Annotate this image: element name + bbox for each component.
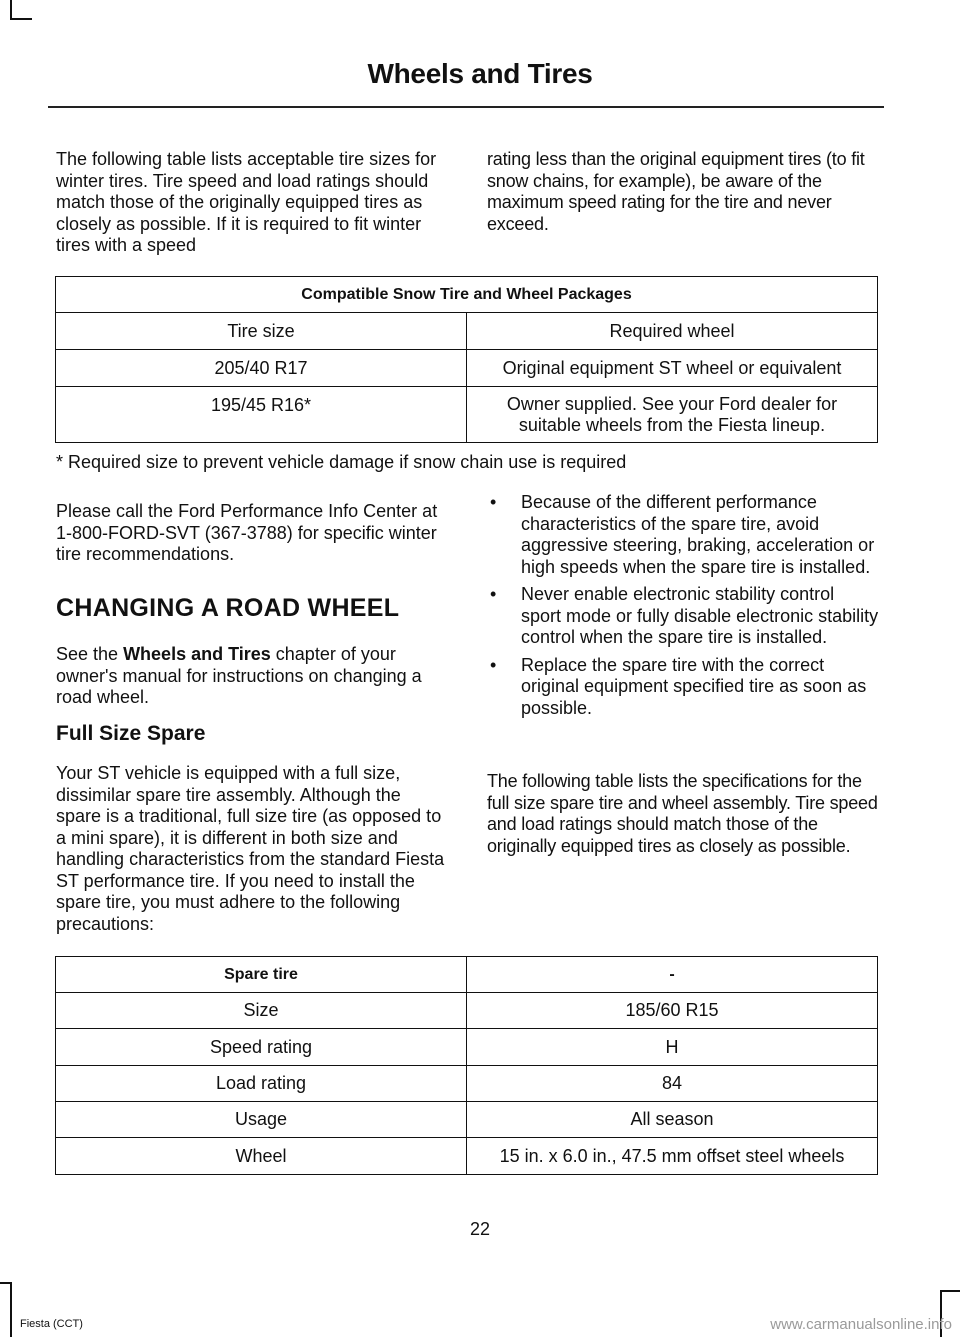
table-header-cell: Tire size xyxy=(56,313,467,350)
table-cell: H xyxy=(467,1029,878,1066)
spec-text: The following table lists the specifications for the full size spare tire and wheel assembly. Tire speed and load ratings should match those of the originally equipped tires as closely as possible. xyxy=(487,771,878,856)
table-header-cell: Spare tire xyxy=(56,957,467,993)
table-row xyxy=(56,1029,878,1066)
spare-paragraph xyxy=(56,763,448,935)
table-row xyxy=(56,957,878,993)
call-text: Please call the Ford Performance Info Center at 1-800-FORD-SVT (367-3788) for specific winter tire recommendations. xyxy=(56,501,438,564)
intro-text-right: rating less than the original equipment tires (to fit snow chains, for example), be aware of the maximum speed rating for the tire and never exceed. xyxy=(487,149,865,234)
see-prefix: See the xyxy=(56,644,124,664)
crop-mark xyxy=(10,0,12,20)
call-paragraph xyxy=(56,501,448,566)
table-cell: 185/60 R15 xyxy=(467,993,878,1029)
see-suffix: chapter of your owner's manual for instructions on changing a road wheel. xyxy=(56,644,422,707)
crop-mark xyxy=(10,18,32,20)
page-number: 22 xyxy=(469,1219,491,1239)
table-cell: Size xyxy=(56,993,467,1029)
table-row xyxy=(56,313,878,350)
table-cell: Usage xyxy=(56,1102,467,1138)
table-cell: 15 in. x 6.0 in., 47.5 mm offset steel wheels xyxy=(467,1138,878,1175)
table-cell: 205/40 R17 xyxy=(56,350,467,387)
chapter-reference: Wheels and Tires xyxy=(123,644,271,664)
table-cell: All season xyxy=(467,1102,878,1138)
subheading: Full Size Spare xyxy=(56,722,206,745)
spec-paragraph xyxy=(487,771,879,857)
table-header-cell: - xyxy=(467,957,878,993)
table-cell: Original equipment ST wheel or equivalent xyxy=(467,350,878,387)
crop-mark xyxy=(940,1290,960,1292)
crop-mark xyxy=(0,1282,12,1284)
page-title: Wheels and Tires xyxy=(367,58,593,89)
table-cell: 195/45 R16* xyxy=(56,387,467,443)
table-row xyxy=(56,1102,878,1138)
crop-mark xyxy=(10,1282,12,1337)
precautions-list xyxy=(487,492,879,725)
footnote: * Required size to prevent vehicle damage if snow chain use is required xyxy=(56,452,627,472)
table-header-cell: Required wheel xyxy=(467,313,878,350)
list-item: • Because of the different performance characteristics of the spare tire, avoid aggressive steering, braking, acceleration or high speeds when the spare tire is installed. xyxy=(487,492,879,578)
table-cell: Wheel xyxy=(56,1138,467,1175)
table-row xyxy=(56,350,878,387)
see-paragraph xyxy=(56,644,448,709)
table-cell: Load rating xyxy=(56,1066,467,1102)
section-heading: CHANGING A ROAD WHEEL xyxy=(56,594,400,622)
footer-model-label: Fiesta (CCT) xyxy=(20,1318,83,1330)
list-item: • Replace the spare tire with the correct original equipment specified tire as soon as possible. xyxy=(487,655,879,720)
spare-text: Your ST vehicle is equipped with a full size, dissimilar spare tire assembly. Although the spare is a traditional, full size tire (as opposed to a mini spare), it is different in both size and handling characteristics from the standard Fiesta ST performance tire. If you need to install the spare tire, you must adhere to the following precautions: xyxy=(56,763,445,934)
table-row xyxy=(56,1138,878,1175)
snow-tire-table xyxy=(55,276,878,443)
list-item: • Never enable electronic stability control sport mode or fully disable electronic stability control when the spare tire is installed. xyxy=(487,584,879,649)
snow-table-caption: Compatible Snow Tire and Wheel Packages xyxy=(56,277,878,313)
title-divider xyxy=(48,106,884,108)
table-cell: Owner supplied. See your Ford dealer for suitable wheels from the Fiesta lineup. xyxy=(467,387,878,443)
intro-left-paragraph xyxy=(56,149,448,257)
intro-right-paragraph xyxy=(487,149,879,235)
table-row xyxy=(56,387,878,443)
table-cell: 84 xyxy=(467,1066,878,1102)
table-cell: Speed rating xyxy=(56,1029,467,1066)
spare-tire-table xyxy=(55,956,878,1175)
intro-text-left: The following table lists acceptable tire sizes for winter tires. Tire speed and load ratings should match those of the originally equipped tires as closely as possible. If it is required to fit winter tires with a speed xyxy=(56,149,437,255)
table-row xyxy=(56,1066,878,1102)
watermark: www.carmanualsonline.info xyxy=(770,1316,952,1333)
table-row xyxy=(56,993,878,1029)
